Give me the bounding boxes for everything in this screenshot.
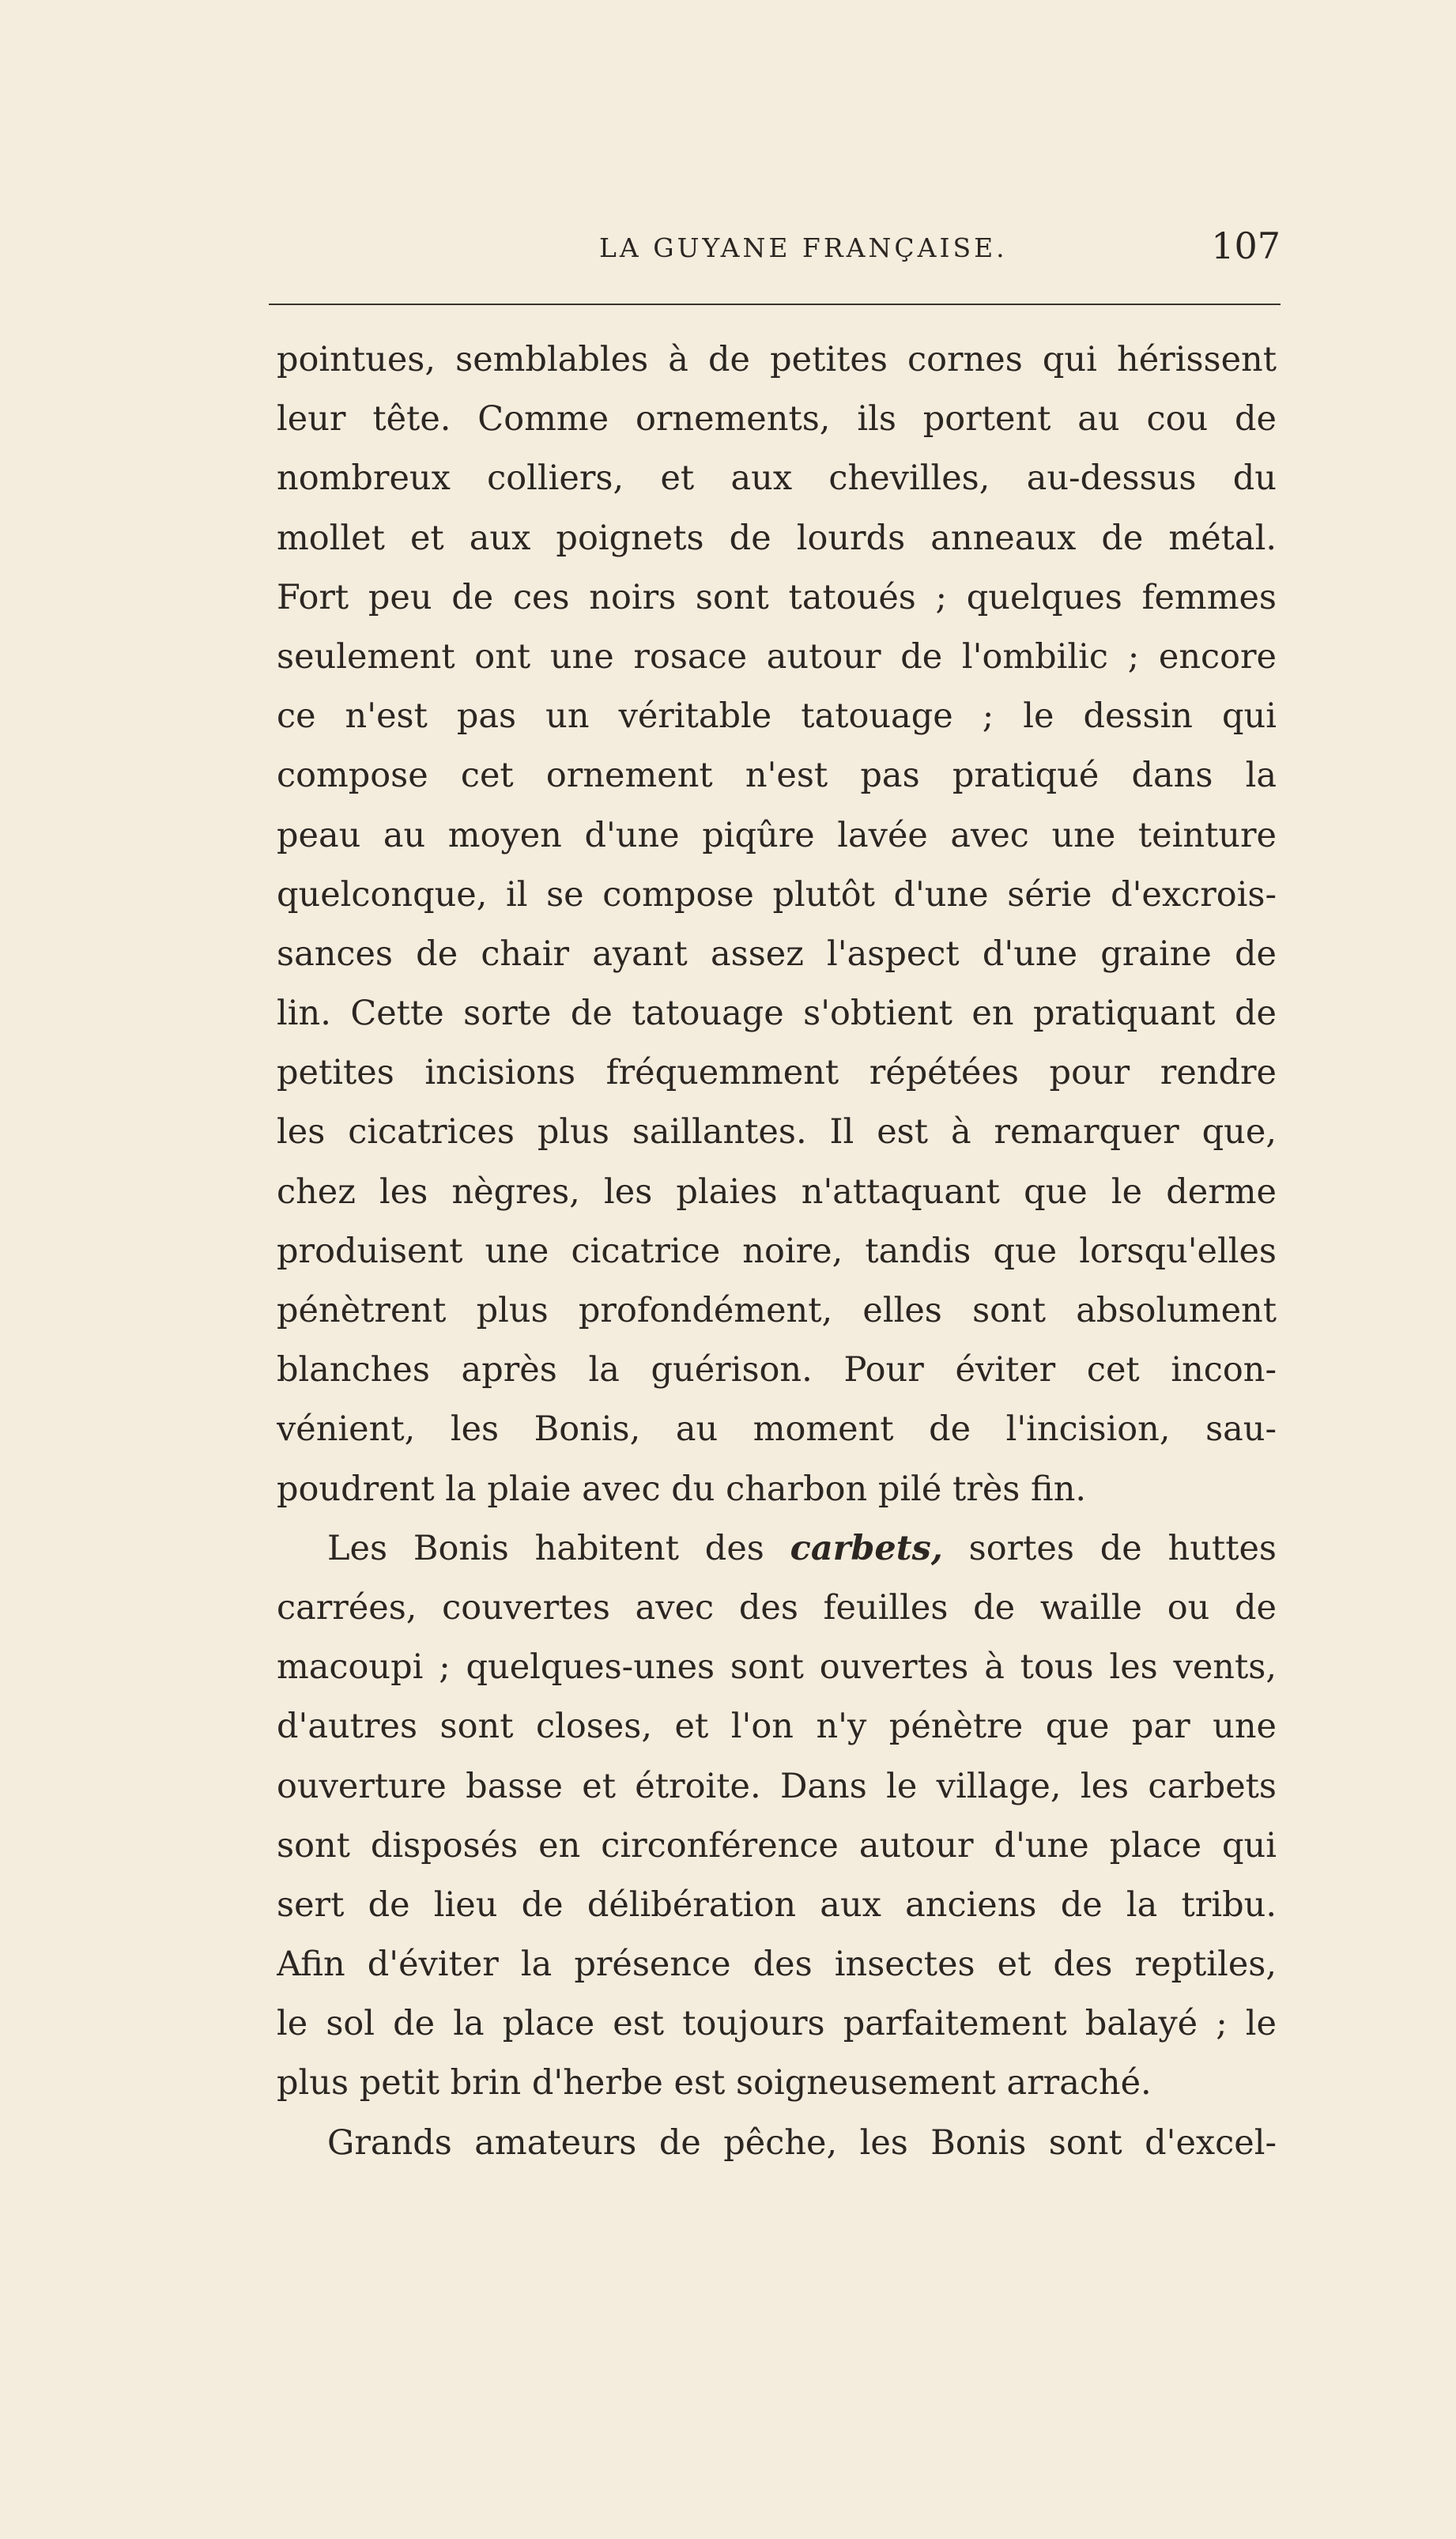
text-line: pointues, semblables à de petites cornes qui hérissent — [277, 340, 1277, 379]
text-line: sances de chair ayant assez l'aspect d'une graine de — [277, 934, 1277, 974]
text-line: blanches après la guérison. Pour éviter cet incon- — [277, 1350, 1277, 1390]
italic-term: carbets, — [790, 1528, 943, 1568]
text-line: produisent une cicatrice noire, tandis que lorsqu'elles — [277, 1231, 1277, 1271]
text-line: sont disposés en circonférence autour d'une place qui — [277, 1825, 1277, 1866]
text-line: poudrent la plaie avec du charbon pilé très fin. — [277, 1469, 1087, 1509]
text-line: carrées, couvertes avec des feuilles de waille ou de — [277, 1587, 1277, 1628]
text-span: sortes de huttes — [968, 1528, 1277, 1568]
text-line: compose cet ornement n'est pas pratiqué dans la — [277, 756, 1277, 796]
text-line: ouverture basse et étroite. Dans le village, les carbets — [277, 1766, 1277, 1806]
text-line: le sol de la place est toujours parfaitement balayé ; le — [277, 2004, 1277, 2044]
text-line: quelconque, il se compose plutôt d'une série d'excrois- — [277, 874, 1277, 915]
text-line: plus petit brin d'herbe est soigneusement arraché. — [277, 2063, 1152, 2103]
text-line: pénètrent plus profondément, elles sont absolument — [277, 1291, 1277, 1330]
paragraph-start-line — [277, 1519, 1277, 1579]
text-line: lin. Cette sorte de tatouage s'obtient en pratiquant de — [277, 994, 1277, 1034]
page-header — [269, 220, 1281, 275]
text-line: vénient, les Bonis, au moment de l'incision, sau- — [277, 1409, 1277, 1450]
text-line: leur tête. Comme ornements, ils portent au cou de — [277, 399, 1277, 440]
text-line: ce n'est pas un véritable tatouage ; le dessin qui — [277, 696, 1277, 737]
paragraph-start-line: Grands amateurs de pêche, les Bonis sont d'excel- — [327, 2122, 1277, 2163]
text-line: mollet et aux poignets de lourds anneaux de métal. — [277, 518, 1277, 558]
text-line: chez les nègres, les plaies n'attaquant que le derme — [277, 1171, 1277, 1212]
text-line: d'autres sont closes, et l'on n'y pénètre que par une — [277, 1707, 1277, 1747]
page-number: 107 — [1211, 224, 1281, 267]
text-line: macoupi ; quelques-unes sont ouvertes à tous les vents, — [277, 1647, 1277, 1688]
text-line: nombreux colliers, et aux chevilles, au-dessus du — [277, 458, 1277, 499]
text-line: les cicatrices plus saillantes. Il est à remarquer que, — [277, 1112, 1277, 1153]
text-line: Afin d'éviter la présence des insectes et des reptiles, — [277, 1945, 1277, 1985]
text-line: peau au moyen d'une piqûre lavée avec une teinture — [277, 815, 1277, 855]
text-line: petites incisions fréquemment répétées pour rendre — [277, 1053, 1277, 1093]
text-line: Fort peu de ces noirs sont tatoués ; quelques femmes — [277, 577, 1277, 617]
text-span: Les Bonis habitent des — [327, 1528, 764, 1568]
text-line: seulement ont une rosace autour de l'ombilic ; encore — [277, 636, 1277, 677]
text-line: sert de lieu de délibération aux anciens de la tribu. — [277, 1884, 1277, 1925]
body-text — [277, 330, 1277, 2173]
running-title: LA GUYANE FRANÇAISE. — [599, 232, 1008, 263]
header-rule — [269, 304, 1281, 305]
